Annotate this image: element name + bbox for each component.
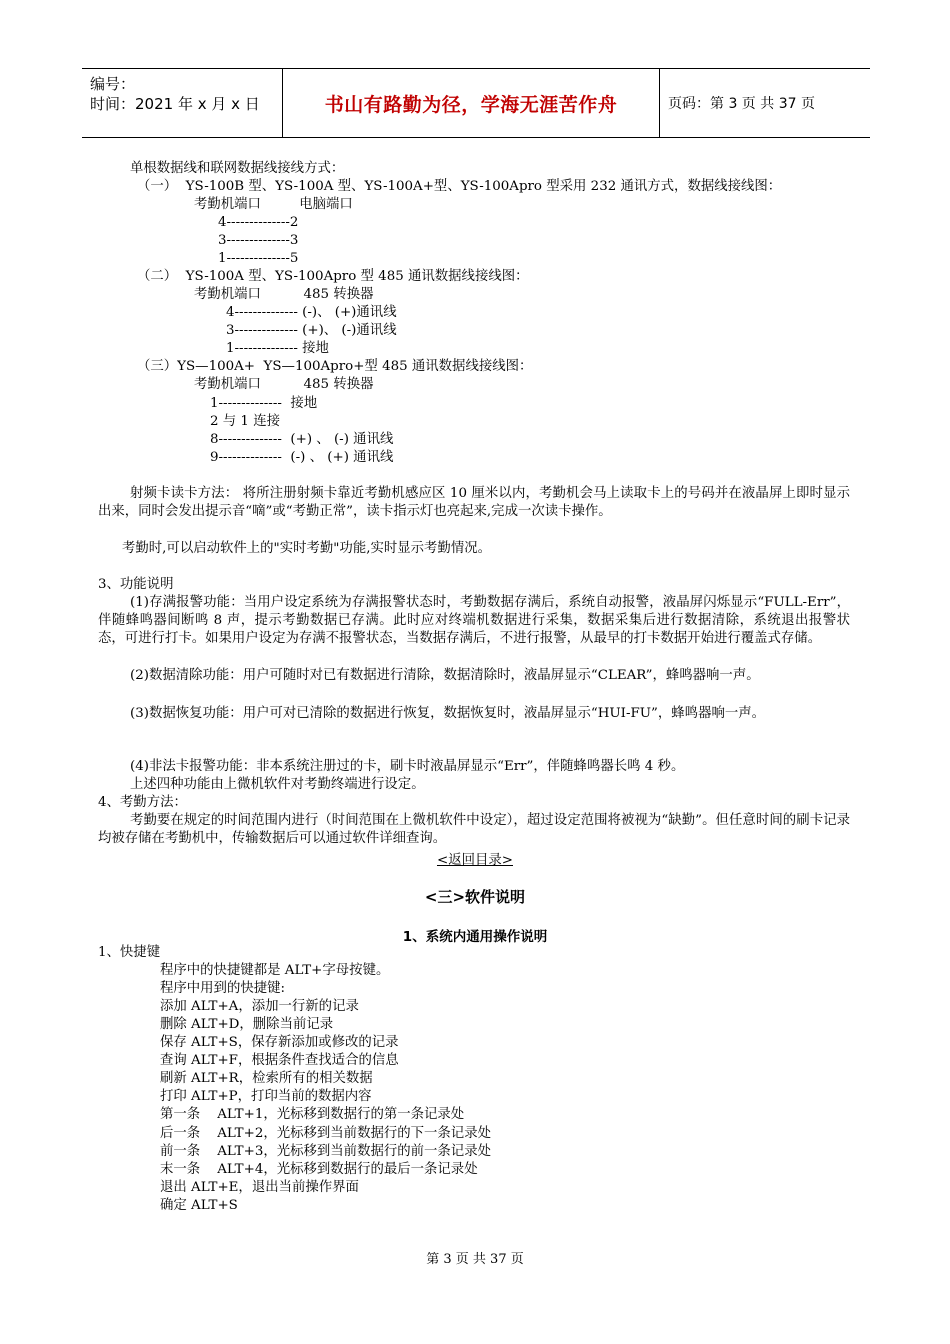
hotkey-item: 确定 ALT+S: [160, 1198, 238, 1213]
function-item: (3)数据恢复功能：用户可对已清除的数据进行恢复，数据恢复时，液晶屏显示“HUI-FU”，蜂鸣器响一声。: [130, 706, 766, 721]
hotkey-item: 第一条 ALT+1，光标移到数据行的第一条记录处: [160, 1107, 465, 1122]
wiring-s2-row: 3-------------- (+)、 (-)通讯线: [226, 323, 397, 338]
hotkey-item: 保存 ALT+S，保存新添加或修改的记录: [160, 1035, 399, 1050]
function-item: (4)非法卡报警功能：非本系统注册过的卡，刷卡时液晶屏显示“Err”，伴随蜂鸣器长鸣 4 秒。: [130, 759, 685, 774]
back-link-wrapper: [0, 849, 950, 868]
function-item: (2)数据清除功能：用户可随时对已有数据进行清除，数据清除时，液晶屏显示“CLEAR”，蜂鸣器响一声。: [130, 668, 760, 683]
hotkey-item: 添加 ALT+A，添加一行新的记录: [160, 999, 359, 1014]
hotkey-item: 前一条 ALT+3，光标移到当前数据行的前一条记录处: [160, 1144, 491, 1159]
hotkeys-intro: 程序中的快捷键都是 ALT+字母按键。: [160, 963, 390, 978]
wiring-s1-columns: 考勤机端口 电脑端口: [194, 197, 353, 212]
software-subsection-title: 1、系统内通用操作说明: [402, 929, 548, 945]
wiring-s1-row: 4--------------2: [218, 215, 299, 230]
hotkey-item: 查询 ALT+F，根据条件查找适合的信息: [160, 1053, 399, 1068]
hotkeys-intro: 程序中用到的快捷键:: [160, 981, 286, 996]
doc-date-label: 时间：2021 年 x 月 x 日: [90, 95, 260, 113]
functions-summary: 上述四种功能由上微机软件对考勤终端进行设定。: [130, 777, 425, 792]
back-to-contents-link[interactable]: <返回目录>: [436, 853, 513, 868]
wiring-s3-row: 2 与 1 连接: [210, 414, 280, 429]
hotkey-item: 末一条 ALT+4，光标移到数据行的最后一条记录处: [160, 1162, 478, 1177]
page-header: [82, 68, 870, 138]
function-item: (1)存满报警功能：当用户设定系统为存满报警状态时，考勤数据存满后，系统自动报警，液晶屏闪烁显示“FULL-Err”，伴随蜂鸣器间断鸣 8 声，提示考勤数据已存满。此时应对终端机数据进行采集，数据采集后进行数据清除，系统退出报警状态，可进行打卡。如果用户设定为存满不报警状态，当数据存满后，不进行报警，从最早的打卡数据开始进行覆盖式存储。: [98, 595, 850, 646]
header-meta: [82, 69, 282, 137]
page-footer: 第 3 页 共 37 页: [426, 1252, 524, 1267]
header-divider: [659, 69, 660, 137]
hotkey-item: 刷新 ALT+R，检索所有的相关数据: [160, 1071, 373, 1086]
wiring-s3-row: 9-------------- (-) 、 (+) 通讯线: [210, 450, 394, 465]
hotkey-item: 删除 ALT+D，删除当前记录: [160, 1017, 334, 1032]
wiring-s3-columns: 考勤机端口 485 转换器: [194, 377, 374, 392]
wiring-s1-row: 3--------------3: [218, 233, 299, 248]
wiring-s1-row: 1--------------5: [218, 251, 299, 266]
wiring-s2-row: 1-------------- 接地: [226, 341, 329, 356]
wiring-s2-row: 4-------------- (-)、 (+)通讯线: [226, 305, 397, 320]
wiring-s3-row: 8-------------- (+) 、 (-) 通讯线: [210, 432, 394, 447]
header-page-number: 页码：第 3 页 共 37 页: [668, 96, 815, 112]
attendance-title: 4、考勤方法：: [98, 795, 187, 810]
card-reading-paragraph: 射频卡读卡方法： 将所注册射频卡靠近考勤机感应区 10 厘米以内，考勤机会马上读取卡上的号码并在液晶屏上即时显示出来，同时会发出提示音“嘀”或“考勤正常”，读卡指示灯也亮起来,完成一次读卡操作。: [98, 486, 850, 519]
realtime-attendance-note: 考勤时,可以启动软件上的"实时考勤"功能,实时显示考勤情况。: [122, 541, 491, 556]
wiring-s1-title: （一） YS-100B 型、YS-100A 型、YS-100A+型、YS-100Apro 型采用 232 通讯方式，数据线接线图：: [137, 179, 782, 194]
wiring-s3-title: （三）YS—100A+ YS—100Apro+型 485 通讯数据线接线图：: [137, 359, 533, 374]
hotkey-item: 退出 ALT+E，退出当前操作界面: [160, 1180, 359, 1195]
doc-number-label: 编号：: [90, 75, 136, 93]
attendance-paragraph: 考勤要在规定的时间范围内进行（时间范围在上微机软件中设定），超过设定范围将被视为“缺勤”。但任意时间的刷卡记录均被存储在考勤机中，传输数据后可以通过软件详细查询。: [98, 813, 850, 846]
hotkeys-title: 1、快捷键: [98, 945, 161, 960]
hotkey-item: 后一条 ALT+2，光标移到当前数据行的下一条记录处: [160, 1126, 491, 1141]
wiring-s2-title: （二） YS-100A 型、YS-100Apro 型 485 通讯数据线接线图：: [137, 269, 529, 284]
hotkey-item: 打印 ALT+P，打印当前的数据内容: [160, 1089, 372, 1104]
wiring-s3-row: 1-------------- 接地: [210, 396, 318, 411]
wiring-s2-columns: 考勤机端口 485 转换器: [194, 287, 374, 302]
header-motto: 书山有路勤为径，学海无涯苦作舟: [324, 93, 618, 116]
software-section-title: <三>软件说明: [424, 888, 526, 906]
functions-title: 3、功能说明: [98, 577, 174, 592]
wiring-intro: 单根数据线和联网数据线接线方式：: [130, 161, 345, 176]
